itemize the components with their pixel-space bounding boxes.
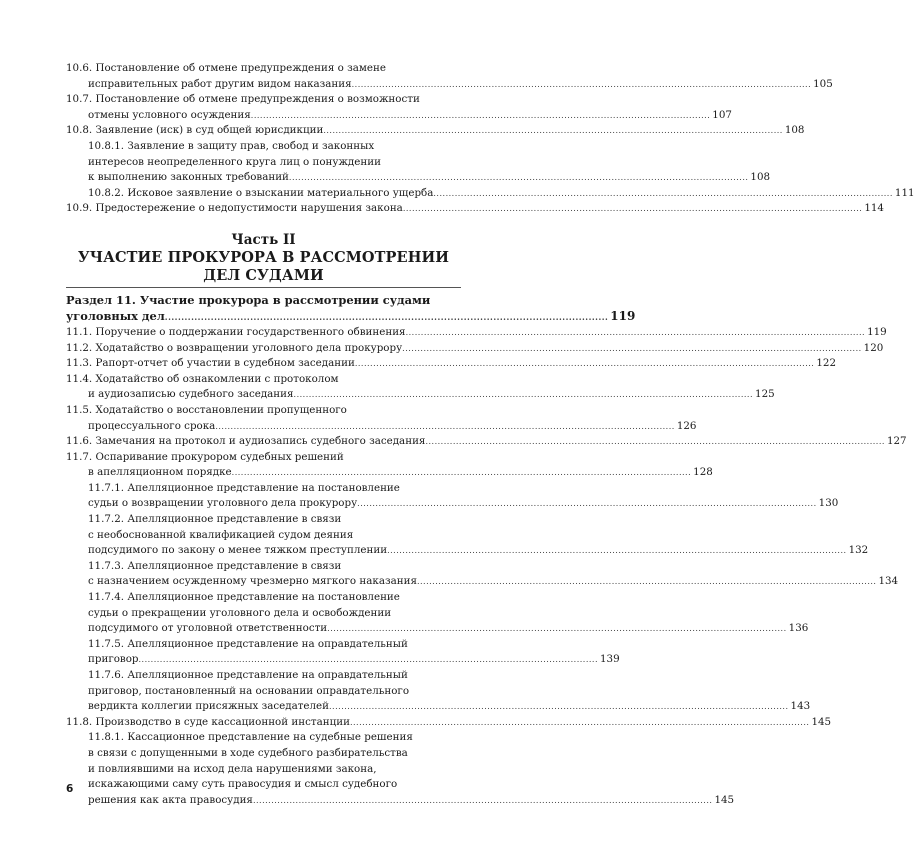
toc-entry	[66, 92, 732, 123]
dot-leader: .......................................................................................................................................................	[231, 468, 692, 478]
toc-entry-text: к выполнению законных требований	[88, 171, 289, 184]
toc-entry-text: Заявление в защиту прав, свобод и законных	[127, 139, 375, 152]
toc-entry-text: Апелляционное представление на оправдательный	[127, 637, 408, 650]
dot-leader: .......................................................................................................................................................	[351, 79, 812, 89]
toc-entry-last-line	[66, 356, 836, 372]
toc-entry-text: и повлиявшими на исход дела нарушениями закона,	[88, 762, 377, 775]
toc-entry-number: 11.8.	[66, 715, 93, 728]
toc-entry	[66, 590, 809, 637]
toc-entry-line	[66, 372, 461, 388]
toc-entry-number: 11.4.	[66, 372, 93, 385]
toc-entry-text: Апелляционное представление в связи	[127, 559, 342, 572]
toc-entry-last-line	[66, 715, 832, 731]
toc-entry	[66, 450, 713, 481]
toc-entry-line	[66, 61, 461, 77]
toc-section-heading	[66, 292, 636, 325]
toc-entry-line	[66, 668, 461, 684]
toc-entry-page: 107	[712, 108, 732, 121]
dot-leader: .......................................................................................................................................................	[252, 795, 713, 805]
toc-entry-last-line	[66, 574, 899, 590]
dot-leader: .......................................................................................................................................................	[323, 126, 783, 136]
toc-entry-text: искажающими саму суть правосудия и смысл судебного	[88, 778, 398, 791]
toc-entry-line	[66, 684, 461, 700]
section-last-line	[66, 308, 636, 325]
toc-entry-text: судьи о возвращении уголовного дела прокурору	[88, 497, 358, 510]
dot-leader: .......................................................................................................................................................	[387, 546, 847, 556]
toc-entry-page: 125	[755, 388, 775, 401]
toc-entry-text: приговор, постановленный на основании оправдательного	[88, 684, 410, 697]
toc-entry-text: Заявление (иск) в суд общей юрисдикции	[95, 124, 324, 137]
toc-entry-text: в связи с допущенными в ходе судебного разбирательства	[88, 746, 408, 759]
toc-entry-text: и аудиозаписью судебного заседания	[88, 388, 294, 401]
toc-entry-line	[66, 762, 461, 778]
toc-entry-last-line	[66, 434, 907, 450]
toc-entry-page: 134	[878, 575, 899, 588]
dot-leader: .......................................................................................................................................................	[288, 173, 749, 183]
toc-entry-text: приговор	[88, 653, 139, 666]
toc-entry-last-line	[66, 465, 713, 481]
toc-entry-text: Предостережение о недопустимости нарушения закона	[95, 202, 403, 215]
toc-entry-number: 10.8.	[66, 124, 93, 137]
dot-leader: .......................................................................................................................................................	[327, 624, 787, 634]
toc-entry-text: подсудимого от уголовной ответственности	[88, 622, 328, 635]
toc-entry-number: 11.6.	[66, 435, 93, 448]
toc-entry-page: 108	[750, 171, 771, 184]
toc-entry-number: 10.9.	[66, 202, 93, 215]
toc-entry-line	[66, 450, 461, 466]
section-page: 119	[610, 308, 636, 323]
toc-entry	[66, 61, 833, 92]
toc-entry-line	[66, 512, 461, 528]
toc-entry-text: Ходатайство о восстановлении пропущенного	[95, 403, 347, 416]
toc-entry-last-line	[66, 341, 884, 357]
dot-leader: .......................................................................................................................................................	[293, 390, 754, 400]
toc-group-part-one	[66, 61, 915, 217]
section-line-2: уголовных дел	[66, 308, 165, 323]
toc-entry-last-line	[66, 496, 839, 512]
toc-entry-line	[66, 746, 461, 762]
table-of-contents	[66, 61, 915, 808]
toc-entry-number: 11.7.5.	[88, 637, 125, 650]
toc-entry	[66, 730, 735, 808]
toc-entry-last-line	[66, 108, 732, 124]
toc-entry-page: 120	[863, 341, 884, 354]
toc-entry-number: 11.8.1.	[88, 731, 125, 744]
toc-entry	[66, 356, 836, 372]
toc-entry-text: с необоснованной квалификацией судом деяния	[88, 528, 354, 541]
toc-entry-line	[66, 92, 461, 108]
toc-entry-text: вердикта коллегии присяжных заседателей	[88, 700, 330, 713]
toc-entry-page: 145	[811, 715, 832, 728]
toc-entry	[66, 559, 899, 590]
toc-entry-number: 11.1.	[66, 325, 93, 338]
toc-entry-number: 11.7.	[66, 450, 93, 463]
toc-entry-text: подсудимого по закону о менее тяжком преступлении	[88, 544, 388, 557]
toc-entry-line	[66, 559, 461, 575]
toc-entry	[66, 372, 775, 403]
toc-entry-text: с назначением осужденному чрезмерно мягкого наказания	[88, 575, 417, 588]
toc-entry-text: Ходатайство о возвращении уголовного дела прокурору	[95, 341, 403, 354]
dot-leader: .......................................................................................................................................................	[433, 188, 893, 198]
dot-leader: .......................................................................................................................................................	[402, 204, 863, 214]
toc-entry-page: 128	[693, 466, 713, 479]
toc-entry-page: 143	[790, 700, 811, 713]
dot-leader: .......................................................................................................................................	[164, 311, 609, 322]
toc-entry-last-line	[66, 652, 620, 668]
toc-entry-number: 10.6.	[66, 62, 93, 74]
toc-entry-line	[66, 777, 461, 793]
toc-entry-last-line	[66, 419, 697, 435]
toc-entry-number: 11.7.1.	[88, 481, 125, 494]
toc-entry-page: 111	[894, 186, 915, 199]
toc-entry-text: Замечания на протокол и аудиозапись судебного заседания	[95, 435, 426, 448]
toc-entry-last-line	[66, 699, 811, 715]
dot-leader: .......................................................................................................................................................	[138, 655, 598, 665]
toc-entry	[66, 512, 869, 559]
toc-entry-last-line	[66, 621, 809, 637]
toc-entry-line	[66, 155, 461, 171]
toc-entry-page: 127	[886, 435, 907, 448]
toc-entry-text: Постановление об отмене предупреждения о замене	[95, 62, 386, 74]
toc-entry-page: 105	[813, 77, 833, 90]
toc-entry-page: 126	[676, 419, 697, 432]
dot-leader: .......................................................................................................................................................	[405, 327, 866, 337]
toc-entry-text: в апелляционном порядке	[88, 466, 232, 479]
toc-entry	[66, 325, 887, 341]
toc-entry-text: Апелляционное представление на постановление	[127, 591, 400, 604]
toc-entry	[66, 139, 771, 186]
toc-entry-last-line	[66, 387, 775, 403]
toc-entry	[66, 668, 811, 715]
toc-entry-text: интересов неопределенного круга лиц о понуждении	[88, 155, 381, 168]
toc-entry-text: Поручение о поддержании государственного обвинения	[95, 325, 406, 338]
toc-entry-page: 114	[864, 202, 884, 215]
toc-entry-number: 11.7.4.	[88, 591, 125, 604]
toc-entry-text: судьи о прекращении уголовного дела и освобождении	[88, 606, 392, 619]
toc-entry-line	[66, 528, 461, 544]
toc-entry-text: исправительных работ другим видом наказания	[88, 77, 352, 90]
dot-leader: .......................................................................................................................................................	[425, 437, 885, 447]
toc-entry-text: Апелляционное представление на постановление	[127, 481, 400, 494]
toc-entry-number: 10.8.2.	[88, 186, 125, 199]
toc-entry-page: 136	[788, 622, 809, 635]
dot-leader: .......................................................................................................................................................	[416, 577, 877, 587]
toc-entry-last-line	[66, 123, 805, 139]
toc-entry-number: 10.8.1.	[88, 139, 125, 152]
toc-entry-page: 130	[818, 497, 839, 510]
toc-entry-text: решения как акта правосудия	[88, 793, 253, 806]
toc-entry-line	[66, 637, 461, 653]
toc-entry-number: 11.7.6.	[88, 669, 125, 681]
toc-entry-text: Оспаривание прокурором судебных решений	[95, 450, 344, 463]
toc-entry-page: 139	[600, 653, 620, 666]
toc-entry-number: 11.5.	[66, 403, 93, 416]
toc-entry-line	[66, 481, 461, 497]
toc-entry-number: 10.7.	[66, 93, 93, 106]
toc-entry-line	[66, 403, 461, 419]
toc-entry-page: 108	[784, 124, 805, 137]
toc-entry-text: Рапорт-отчет об участии в судебном заседании	[95, 357, 355, 370]
section-line-1: Раздел 11. Участие прокурора в рассмотрении судами	[66, 292, 431, 307]
toc-entry-page: 132	[848, 544, 869, 557]
toc-entry-page: 119	[867, 325, 887, 338]
toc-entry-line	[66, 139, 461, 155]
toc-entry-text: Производство в суде кассационной инстанции	[95, 715, 350, 728]
dot-leader: .......................................................................................................................................................	[329, 702, 789, 712]
toc-entry-line	[66, 606, 461, 622]
toc-entry-last-line	[66, 543, 869, 559]
toc-entry-text: процессуального срока	[88, 419, 216, 432]
toc-entry-text: отмены условного осуждения	[88, 108, 251, 121]
dot-leader: .......................................................................................................................................................	[354, 359, 815, 369]
toc-entry-text: Исковое заявление о взыскании материального ущерба	[127, 186, 434, 199]
toc-entry-last-line	[66, 793, 735, 809]
toc-entry	[66, 341, 884, 357]
dot-leader: .......................................................................................................................................................	[215, 421, 675, 431]
dot-leader: .......................................................................................................................................................	[349, 717, 810, 727]
toc-entry-page: 122	[816, 357, 836, 370]
toc-entry-text: Апелляционное представление на оправдательный	[127, 669, 408, 681]
toc-entry-last-line	[66, 186, 915, 202]
toc-entry	[66, 481, 839, 512]
toc-entry-text: Постановление об отмене предупреждения о возможности	[95, 93, 420, 106]
toc-entry-number: 11.7.3.	[88, 559, 125, 572]
dot-leader: .......................................................................................................................................................	[402, 343, 862, 353]
part-title: Часть II	[231, 231, 296, 248]
toc-entry	[66, 715, 832, 731]
toc-entry-number: 11.2.	[66, 341, 93, 354]
toc-group-section-11	[66, 325, 907, 808]
dot-leader: .......................................................................................................................................................	[250, 110, 711, 120]
toc-entry-number: 11.7.2.	[88, 513, 125, 526]
toc-entry-last-line	[66, 325, 887, 341]
dot-leader: .......................................................................................................................................................	[357, 499, 817, 509]
toc-entry-line	[66, 590, 461, 606]
toc-entry	[66, 434, 907, 450]
toc-entry-page: 145	[714, 793, 735, 806]
toc-entry-text: Кассационное представление на судебные решения	[127, 731, 413, 744]
toc-entry-text: Ходатайство об ознакомлении с протоколом	[95, 372, 339, 385]
toc-entry	[66, 186, 915, 202]
toc-entry-text: Апелляционное представление в связи	[127, 513, 342, 526]
toc-entry	[66, 403, 697, 434]
toc-entry-number: 11.3.	[66, 357, 93, 370]
toc-entry-last-line	[66, 77, 833, 93]
toc-entry	[66, 201, 884, 217]
toc-entry	[66, 123, 805, 139]
toc-entry-line	[66, 730, 461, 746]
toc-entry	[66, 637, 620, 668]
toc-entry-last-line	[66, 170, 771, 186]
page-number: 6	[66, 783, 74, 795]
toc-entry-last-line	[66, 201, 884, 217]
part-subtitle: УЧАСТИЕ ПРОКУРОРА В РАССМОТРЕНИИ ДЕЛ СУДАМИ	[66, 249, 461, 288]
